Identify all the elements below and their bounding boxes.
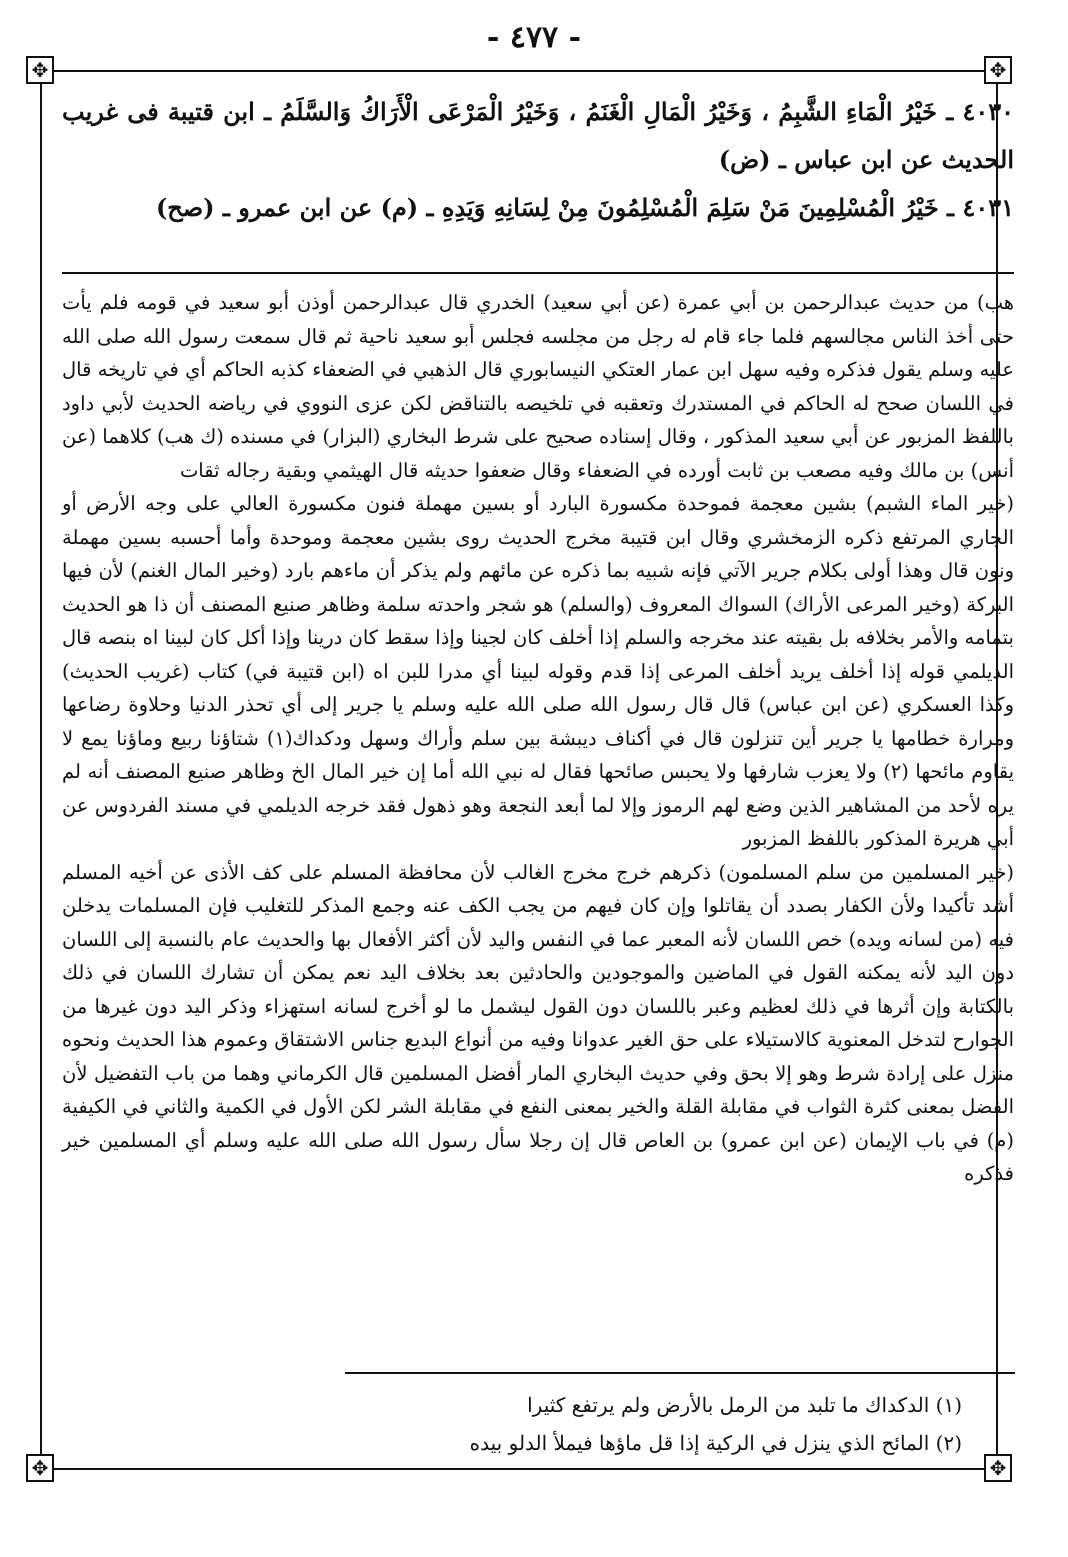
page-number: - ٤٧٧ - [486, 20, 582, 55]
hadith-text-block [62, 88, 1014, 232]
corner-ornament-icon: ✥ [26, 56, 54, 84]
commentary-paragraph: هب) من حديث عبدالرحمن بن أبي عمرة (عن أبي سعيد) الخدري قال عبدالرحمن أوذن أبو سعيد في قومه فلم يأت حتى أخذ الناس مجالسهم فلما جاء قام له رجل من مجلسه فجلس أبو سعيد ناحية ثم قال سمعت رسول الله صلى الله عليه وسلم يقول فذكره وفيه سهل ابن عمار العتكي النيسابوري قال الذهبي في الضعفاء كذبه الحاكم أي في تاريخه قال في اللسان صحح له الحاكم في المستدرك وتعقبه في تلخيصه بالتناقض لكن عزى النووي في رياضه الحديث لأبي داود باللفظ المزبور عن أبي سعيد المذكور ، وقال إسناده صحيح على شرط البخاري (البزار) في مسنده (ك هب) كلاهما (عن أنس) بن مالك وفيه مصعب بن ثابت أورده في الضعفاء وقال ضعفوا حديثه قال الهيثمي وبقية رجاله ثقات [62, 291, 1014, 482]
hadith-4030: ٤٠٣٠ ـ خَيْرُ الْمَاءِ الشَّبِمُ ، وَخَيْرُ الْمَالِ الْغَنَمُ ، وَخَيْرُ الْمَرْعَى الْأَرَاكُ وَالسَّلَمُ ـ ابن قتيبة فى غريب الحديث عن ابن عباس ـ (ض) [62, 97, 1014, 174]
commentary-block [62, 286, 1014, 1191]
top-border [42, 70, 986, 72]
commentary-separator [62, 272, 1014, 274]
footnote-separator [345, 1372, 1015, 1374]
corner-ornament-icon: ✥ [984, 56, 1012, 84]
commentary-paragraph: (خير المسلمين من سلم المسلمون) ذكرهم خرج مخرج الغالب لأن محافظة المسلم على كف الأذى عن أخيه المسلم أشد تأكيدا ولأن الكفار بصدد أن يقاتلوا وإن كان فيهم من يجب الكف عنه وجمع المذكر للتغليب فإن المسلمات يدخلن فيه (من لسانه ويده) خص اللسان لأنه المعبر عما في النفس واليد لأن أكثر الأفعال بها والحديث عام بالنسبة إلى اللسان دون اليد لأنه يمكنه القول في الماضين والموجودين والحادثين بعد بخلاف اليد نعم يمكن أن تشارك اللسان في ذلك بالكتابة وإن أثرها في ذلك لعظيم وعبر باللسان دون القول ليشمل ما لو أخرج لسانه استهزاء وذكر اليد دون غيرها من الجوارح لتدخل المعنوية كالاستيلاء على حق الغير عدوانا وفيه من أنواع البديع جناس الاشتقاق وعموم هذا الحديث ونحوه منزل على إرادة شرط وهو إلا بحق وفي حديث البخاري المار أفضل المسلمين قال الكرماني وهما من باب التفضيل لأن الفضل بمعنى كثرة الثواب في مقابلة القلة والخير بمعنى النفع في مقابلة الشر لكن الأول في الكمية والثاني في الكيفية (م) في باب الإيمان (عن ابن عمرو) بن العاص قال إن رجلا سأل رسول الله صلى الله عليه وسلم أي المسلمين خير فذكره [62, 860, 1014, 1185]
footnotes-block [62, 1386, 962, 1462]
hadith-4031: ٤٠٣١ ـ خَيْرُ الْمُسْلِمِينَ مَنْ سَلِمَ الْمُسْلِمُونَ مِنْ لِسَانِهِ وَيَدِهِ ـ (م) عن ابن عمرو ـ (صح) [155, 193, 1014, 222]
commentary-paragraph: (خير الماء الشبم) بشين معجمة فموحدة مكسورة البارد أو بسين مهملة فنون مكسورة العالي على وجه الأرض أو الجاري المرتفع ذكره الزمخشري وقال ابن قتيبة مخرج الحديث روى بشين معجمة وموحدة وأما أحسبه بسين مهملة ونون قال وهذا أولى بكلام جرير الآتي فإنه شبيه بما ذكره عن مائهم ولم يذكر أن ماءهم بارد (وخير المال الغنم) لأن فيها البركة (وخير المرعى الأراك) السواك المعروف (والسلم) هو شجر واحدته سلمة وظاهر صنيع المصنف أن ذا هو الحديث بتمامه والأمر بخلافه بل بقيته عند مخرجه والسلم إذا أخلف كان لجينا وإذا سقط كان درينا وإذا أكل كان لبينا اه بنصه قال الديلمي قوله إذا أخلف يريد أخلف المرعى إذا قدم وقوله لبينا أي مدرا للبن اه (ابن قتيبة في) كتاب (غريب الحديث) وكذا العسكري (عن ابن عباس) قال قال رسول الله صلى الله عليه وسلم يا جرير إلى أي تحذر الدنيا وحلاوة رضاعها ومرارة خطامها يا جرير أين تنزلون قال في أكناف ديبشة بين سلم وأراك وسهل ودكداك(١) شتاؤنا ربيع وماؤنا يمع لا يقاوم مائحها (٢) ولا يعزب شارفها ولا يحبس صائحها فقال له نبي الله أما إن خير المال الخ وظاهر صنيع المصنف أنه لم يره لأحد من المشاهير الذين وضع لهم الرموز وإلا لما أبعد النجعة وهو ذهول فقد خرجه الديلمي في مسند الفردوس عن أبي هريرة المذكور باللفظ المزبور [62, 492, 1015, 850]
corner-ornament-icon: ✥ [26, 1454, 54, 1482]
corner-ornament-icon: ✥ [984, 1454, 1012, 1482]
left-border [40, 70, 42, 1464]
footnote-2: (٢) المائح الذي ينزل في الركية إذا قل ماؤها فيملأ الدلو بيده [469, 1431, 962, 1455]
bottom-border [42, 1468, 986, 1470]
footnote-1: (١) الدكداك ما تلبد من الرمل بالأرض ولم يرتفع كثيرا [527, 1393, 962, 1417]
